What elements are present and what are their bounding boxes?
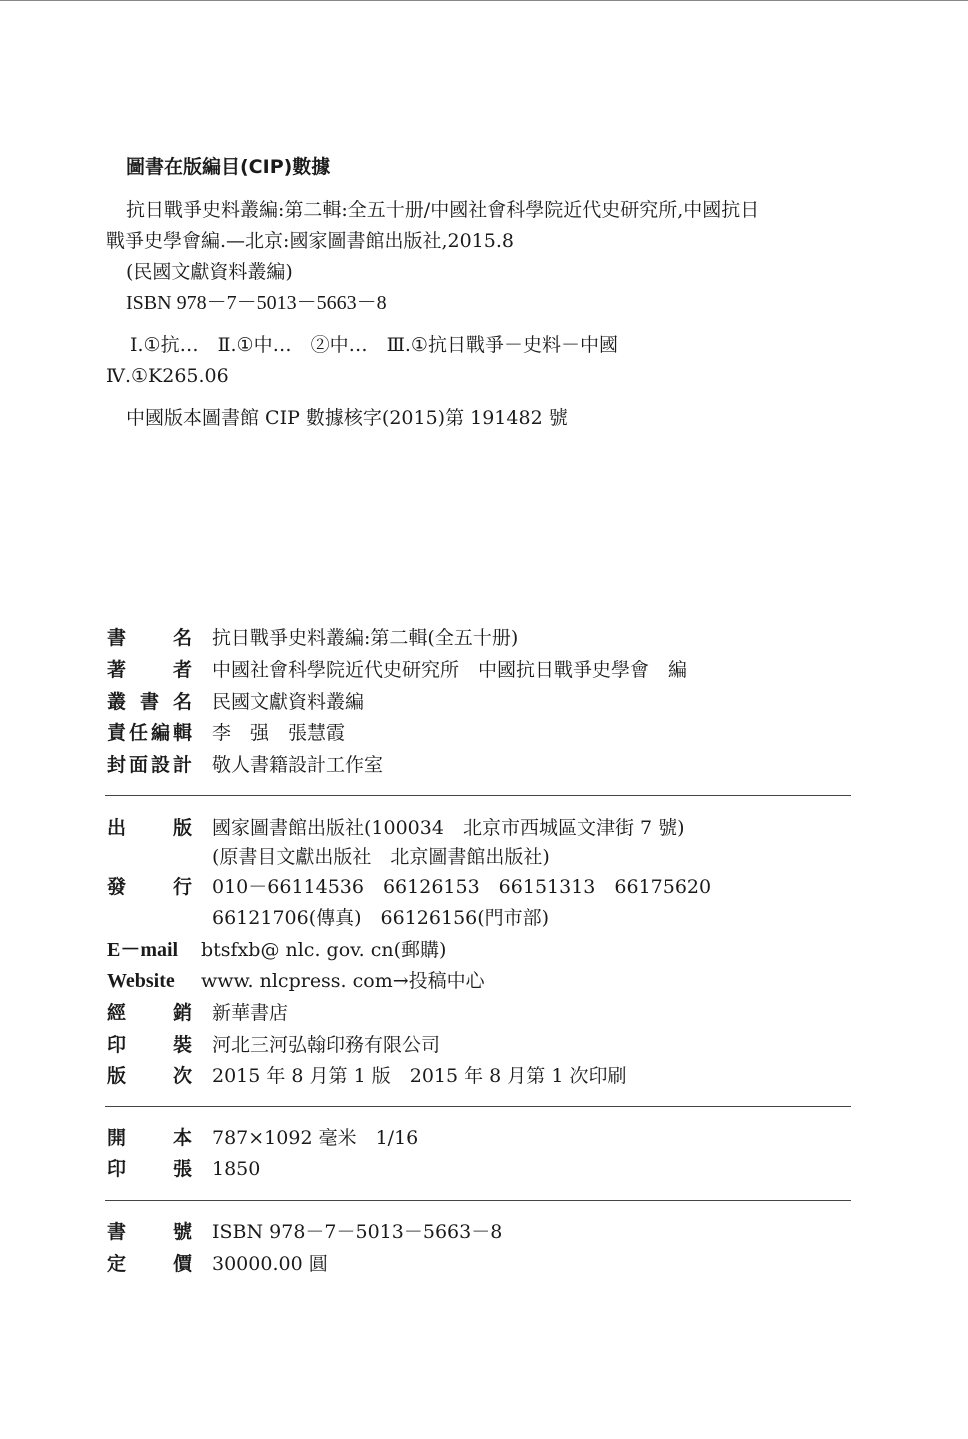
- colophon-label: 經 銷: [107, 1002, 192, 1024]
- colophon-label: E－mail: [107, 939, 179, 961]
- cip-isbn: ISBN 978－7－5013－5663－8: [126, 292, 387, 314]
- colophon-value: 新華書店: [212, 1002, 289, 1024]
- colophon-value: ISBN 978－7－5013－5663－8: [212, 1221, 503, 1243]
- colophon-value: 國家圖書館出版社(100034 北京市西城區文津街 7 號): [212, 817, 685, 839]
- page-edge: [0, 0, 968, 1]
- colophon-value: 李 强 張慧霞: [212, 722, 346, 744]
- colophon-value: 敬人書籍設計工作室: [212, 754, 384, 776]
- colophon-label: 出 版: [107, 817, 192, 839]
- colophon-label: 印 張: [107, 1158, 192, 1180]
- colophon-value: 抗日戰爭史料叢編:第二輯(全五十册): [212, 627, 519, 649]
- colophon-label: 定 價: [107, 1253, 192, 1275]
- divider: [105, 1200, 851, 1201]
- colophon-label: 著 者: [107, 659, 192, 681]
- colophon-value: 河北三河弘翰印務有限公司: [212, 1034, 441, 1056]
- colophon-value: 30000.00 圓: [212, 1253, 328, 1275]
- colophon-label: 書 名: [107, 627, 192, 649]
- colophon-value: www. nlcpress. com→投稿中心: [201, 970, 485, 992]
- colophon-label: Website: [107, 970, 175, 992]
- colophon-label: 印 裝: [107, 1034, 192, 1056]
- colophon-value: 中國社會科學院近代史研究所 中國抗日戰爭史學會 編: [212, 659, 688, 681]
- cip-line: Ⅰ.①抗… Ⅱ.①中… ②中… Ⅲ.①抗日戰爭－史料－中國: [130, 334, 618, 356]
- colophon-value: btsfxb@ nlc. gov. cn(郵購): [201, 939, 447, 961]
- colophon-value: 2015 年 8 月第 1 版 2015 年 8 月第 1 次印刷: [212, 1065, 627, 1087]
- colophon-label: 書 號: [107, 1221, 192, 1243]
- cip-line: (民國文獻資料叢編): [126, 261, 293, 283]
- cip-heading: 圖書在版編目(CIP)數據: [126, 156, 331, 178]
- divider: [105, 795, 851, 796]
- colophon-label: 開 本: [107, 1127, 192, 1149]
- cip-number: 中國版本圖書館 CIP 數據核字(2015)第 191482 號: [126, 407, 568, 429]
- colophon-label: 發 行: [107, 876, 192, 898]
- cip-line: 戰爭史學會編.—北京:國家圖書館出版社,2015.8: [106, 230, 514, 252]
- divider: [105, 1106, 851, 1107]
- colophon-label: 責 任 編 輯: [107, 722, 192, 744]
- colophon-value: (原書目文獻出版社 北京圖書館出版社): [212, 846, 550, 868]
- colophon-label: 版 次: [107, 1065, 192, 1087]
- cip-line: Ⅳ.①K265.06: [106, 365, 229, 387]
- colophon-value: 787×1092 毫米 1/16: [212, 1127, 419, 1149]
- cip-line: 抗日戰爭史料叢編:第二輯:全五十册/中國社會科學院近代史研究所,中國抗日: [126, 199, 760, 221]
- colophon-label: 叢 書 名: [107, 691, 192, 713]
- colophon-value: 010－66114536 66126153 66151313 66175620: [212, 876, 712, 898]
- colophon-value: 66121706(傳真) 66126156(門市部): [212, 907, 550, 929]
- colophon-label: 封 面 設 計: [107, 754, 192, 776]
- colophon-value: 民國文獻資料叢編: [212, 691, 365, 713]
- colophon-value: 1850: [212, 1158, 261, 1180]
